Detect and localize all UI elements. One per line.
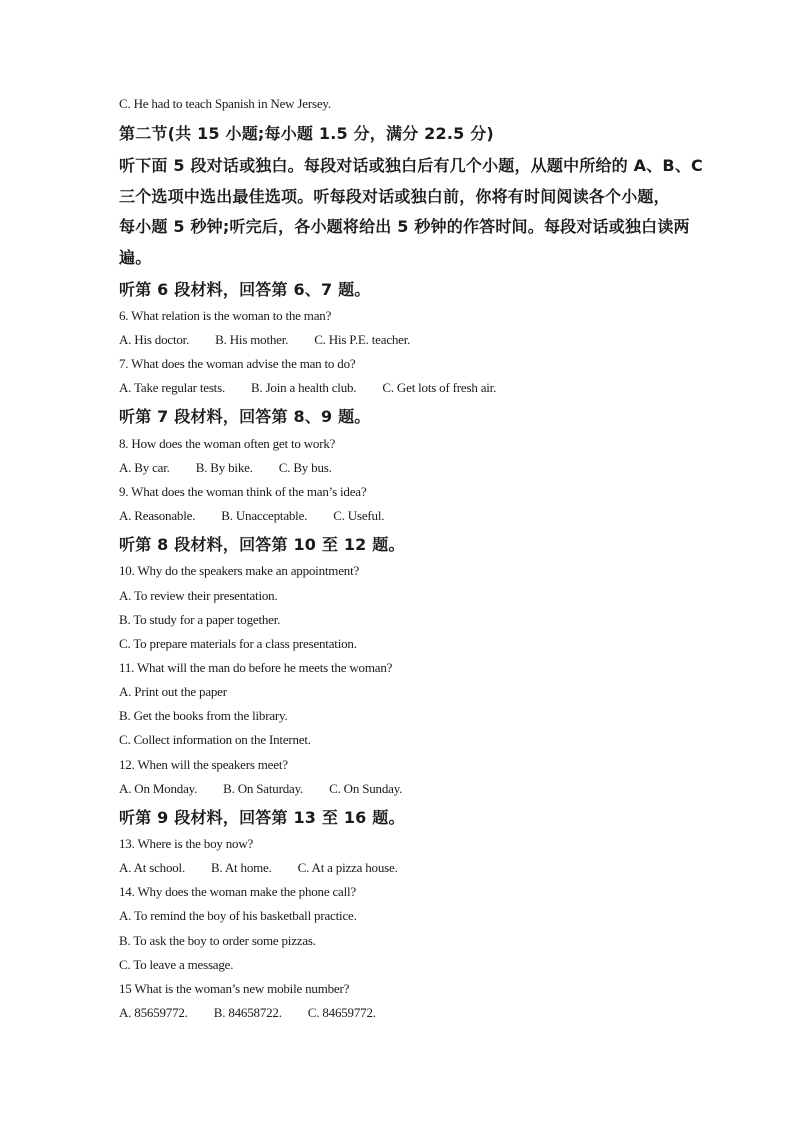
option-a: A. 85659772. <box>119 1005 188 1020</box>
question-text: 15 What is the woman’s new mobile number? <box>119 981 350 996</box>
question-text: 12. When will the speakers meet? <box>119 757 288 772</box>
option-c: C. 84659772. <box>307 1005 376 1020</box>
instruction-line: 听下面 5 段对话或独白。每段对话或独白后有几个小题，从题中所给的 A、B、C <box>119 156 703 175</box>
option-c: C. Get lots of fresh air. <box>382 380 497 395</box>
option-b: B. Unacceptable. <box>221 508 308 523</box>
option-b: B. To ask the boy to order some pizzas. <box>119 933 316 948</box>
instruction-line: 三个选项中选出最佳选项。听每段对话或独白前，你将有时间阅读各个小题， <box>119 187 670 206</box>
option-b: B. 84658722. <box>213 1005 282 1020</box>
option-text: C. He had to teach Spanish in New Jersey. <box>119 96 331 111</box>
question-text: 13. Where is the boy now? <box>119 836 254 851</box>
option-a: A. By car. <box>119 460 170 475</box>
question-text: 6. What relation is the woman to the man? <box>119 308 332 323</box>
section-title: 第二节(共 15 小题;每小题 1.5 分，满分 22.5 分) <box>119 124 494 143</box>
option-b: B. His mother. <box>215 332 289 347</box>
option-a: A. Take regular tests. <box>119 380 225 395</box>
option-b: B. On Saturday. <box>223 781 304 796</box>
options-row <box>119 380 496 396</box>
options-row <box>119 332 410 348</box>
question-text: 10. Why do the speakers make an appointment? <box>119 563 360 578</box>
option-a: A. His doctor. <box>119 332 190 347</box>
option-a: A. Reasonable. <box>119 508 196 523</box>
option-c: C. To prepare materials for a class presentation. <box>119 636 357 651</box>
option-b: B. To study for a paper together. <box>119 612 281 627</box>
question-text: 11. What will the man do before he meets the woman? <box>119 660 393 675</box>
option-b: B. Join a health club. <box>251 380 357 395</box>
option-a: A. At school. <box>119 860 186 875</box>
option-a: A. On Monday. <box>119 781 198 796</box>
option-c: C. Collect information on the Internet. <box>119 732 311 747</box>
option-b: B. By bike. <box>195 460 253 475</box>
material-heading: 听第 8 段材料，回答第 10 至 12 题。 <box>119 535 405 554</box>
option-c: C. At a pizza house. <box>297 860 398 875</box>
option-c: C. On Sunday. <box>329 781 403 796</box>
material-heading: 听第 9 段材料，回答第 13 至 16 题。 <box>119 808 405 827</box>
option-c: C. To leave a message. <box>119 957 234 972</box>
options-row <box>119 781 402 797</box>
option-c: C. By bus. <box>278 460 332 475</box>
option-c: C. His P.E. teacher. <box>314 332 411 347</box>
options-row <box>119 1005 376 1021</box>
option-a: A. To review their presentation. <box>119 588 278 603</box>
option-c: C. Useful. <box>333 508 385 523</box>
question-text: 8. How does the woman often get to work? <box>119 436 336 451</box>
instruction-line: 每小题 5 秒钟;听完后，各小题将给出 5 秒钟的作答时间。每段对话或独白读两 <box>119 217 690 236</box>
question-text: 14. Why does the woman make the phone call? <box>119 884 357 899</box>
instruction-line: 遍。 <box>119 248 152 267</box>
material-heading: 听第 6 段材料，回答第 6、7 题。 <box>119 280 371 299</box>
material-heading: 听第 7 段材料，回答第 8、9 题。 <box>119 407 371 426</box>
question-text: 7. What does the woman advise the man to do? <box>119 356 356 371</box>
options-row <box>119 860 398 876</box>
options-row <box>119 460 332 476</box>
option-b: B. Get the books from the library. <box>119 708 288 723</box>
option-a: A. To remind the boy of his basketball practice. <box>119 908 357 923</box>
option-a: A. Print out the paper <box>119 684 227 699</box>
options-row <box>119 508 384 524</box>
question-text: 9. What does the woman think of the man’s idea? <box>119 484 367 499</box>
option-b: B. At home. <box>211 860 272 875</box>
